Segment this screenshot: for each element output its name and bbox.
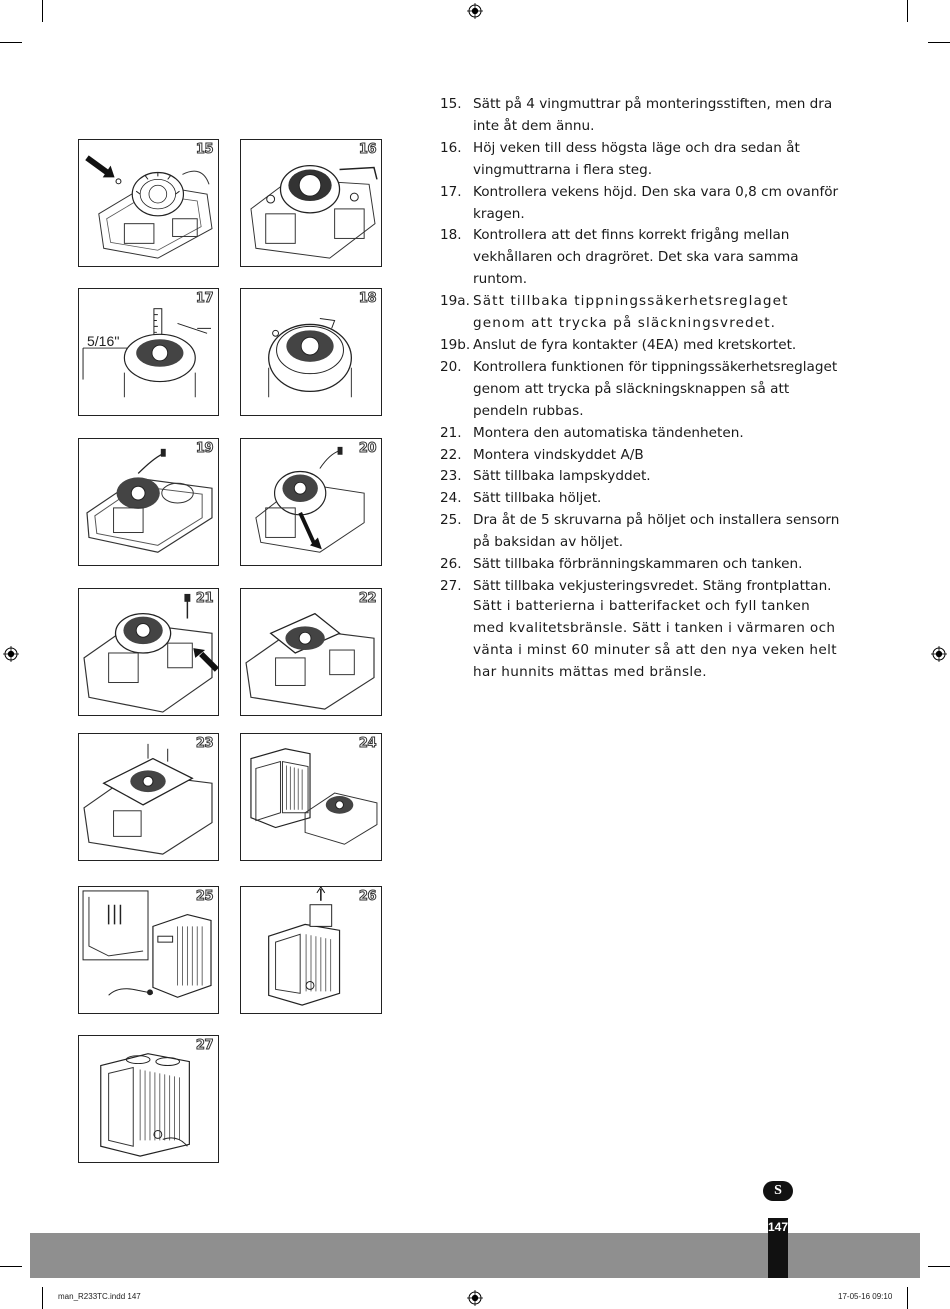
step-text: Sätt tillbaka förbränningskammaren och tanken.: [473, 556, 803, 573]
figure-17: [78, 288, 219, 416]
figure-number: 26: [358, 889, 376, 904]
crop-mark: [928, 42, 950, 43]
figure-number: 18: [358, 291, 376, 306]
figure-27: [78, 1035, 219, 1163]
step-text: Anslut de fyra kontakter (4EA) med kretskortet.: [473, 336, 797, 353]
figure-18: [240, 288, 382, 416]
step-27: [440, 576, 840, 598]
step-15: [440, 94, 840, 138]
step-text: Sätt på 4 vingmuttrar på monteringsstiften, men dra inte åt dem ännu.: [473, 96, 833, 134]
figure-number: 15: [195, 142, 213, 157]
figure-26: [240, 886, 382, 1014]
measurement-label: 5/16'': [87, 333, 120, 349]
file-slug: man_R233TC.indd 147: [58, 1292, 141, 1301]
battery-fuel-paragraph: Sätt i batterierna i batterifacket och fyll tanken med kvalitetsbränsle. Sätt i tanken i värmaren och vänta i minst 60 minuter så att den nya veken helt har hunnits mättas med bränsle.: [473, 598, 837, 680]
ignition-unit-illustration: [79, 589, 218, 715]
wick-adjustment-illustration: [241, 140, 381, 266]
step-text: Montera den automatiska tändenheten.: [473, 424, 744, 441]
figure-number: 19: [195, 441, 213, 456]
figure-23: [78, 733, 219, 861]
figure-number: 22: [358, 591, 376, 606]
step-text: Sätt tillbaka tippningssäkerhetsreglaget genom att trycka på släckningsvredet.: [473, 293, 789, 332]
figure-number: 17: [195, 291, 213, 306]
step-23: [440, 466, 840, 488]
step-number: 27.: [440, 577, 462, 594]
step-19a: [440, 291, 840, 335]
wick-height-measurement-illustration: [79, 289, 218, 415]
registration-mark-icon: [931, 646, 947, 662]
step-22: [440, 445, 840, 467]
burner-assembly-illustration: [79, 140, 218, 266]
step-number: 23.: [440, 468, 462, 485]
step-19b: [440, 335, 840, 357]
crop-mark: [42, 1287, 43, 1309]
language-badge: S: [763, 1181, 793, 1201]
tank-installation-illustration: [241, 887, 381, 1013]
step-18: [440, 225, 840, 291]
figure-number: 23: [195, 736, 213, 751]
step-number: 19a.: [440, 293, 470, 310]
figure-22: [240, 588, 382, 716]
step-24: [440, 488, 840, 510]
step-20: [440, 357, 840, 423]
step-number: 17.: [440, 183, 462, 200]
step-text: Sätt tillbaka vekjusteringsvredet. Stäng frontplattan.: [473, 577, 832, 594]
step-number: 15.: [440, 96, 462, 112]
figure-20: [240, 438, 382, 566]
registration-mark-icon: [3, 646, 19, 662]
step-number: 25.: [440, 512, 462, 529]
figure-number: 25: [195, 889, 213, 904]
housing-screws-illustration: [79, 887, 218, 1013]
figure-number: 27: [195, 1038, 213, 1053]
figure-15: [78, 139, 219, 267]
figure-19: [78, 438, 219, 566]
step-number: 18.: [440, 227, 462, 244]
wind-shield-illustration: [241, 589, 381, 715]
step-26: [440, 554, 840, 576]
figure-24: [240, 733, 382, 861]
figure-number: 24: [358, 736, 376, 751]
crop-mark: [0, 1266, 22, 1267]
figure-21: [78, 588, 219, 716]
step-text: Montera vindskyddet A/B: [473, 446, 644, 463]
step-number: 21.: [440, 424, 462, 441]
step-text: Kontrollera funktionen för tippningssäkerhetsreglaget genom att trycka på släckningsknappen så att pendeln rubbas.: [473, 358, 838, 419]
assembly-steps-list: [440, 94, 840, 598]
step-number: 22.: [440, 446, 462, 463]
step-number: 24.: [440, 490, 462, 507]
front-panel-illustration: [79, 1036, 218, 1162]
step-number: 19b.: [440, 336, 471, 353]
step-21: [440, 423, 840, 445]
registration-mark-icon: [467, 1290, 483, 1306]
clearance-check-illustration: [241, 289, 381, 415]
step-text: Dra åt de 5 skruvarna på höljet och installera sensorn på baksidan av höljet.: [473, 512, 840, 551]
step-25: [440, 510, 840, 554]
figure-number: 20: [358, 441, 376, 456]
tip-over-switch-illustration: [79, 439, 218, 565]
crop-mark: [0, 42, 22, 43]
step-text: Höj veken till dess högsta läge och dra sedan åt vingmuttrarna i flera steg.: [473, 139, 800, 178]
figure-number: 21: [195, 591, 213, 606]
step-number: 20.: [440, 358, 462, 375]
lamp-cover-illustration: [79, 734, 218, 860]
crop-mark: [42, 0, 43, 22]
step-text: Kontrollera vekens höjd. Den ska vara 0,8 cm ovanför kragen.: [473, 183, 839, 222]
step-text: Sätt tillbaka höljet.: [473, 490, 602, 507]
crop-mark: [907, 0, 908, 22]
step-number: 16.: [440, 139, 462, 156]
step-text: Kontrollera att det finns korrekt frigång mellan vekhållaren och dragröret. Det ska vara samma runtom.: [473, 227, 799, 288]
crop-mark: [928, 1266, 950, 1267]
step-text: Sätt tillbaka lampskyddet.: [473, 468, 651, 485]
figure-25: [78, 886, 219, 1014]
date-slug: 17-05-16 09:10: [838, 1292, 893, 1301]
step-17: [440, 182, 840, 226]
registration-mark-icon: [467, 3, 483, 19]
heater-housing-illustration: [241, 734, 381, 860]
figure-16: [240, 139, 382, 267]
step-number: 26.: [440, 556, 462, 573]
page-number: 147: [768, 1218, 788, 1278]
step-16: [440, 138, 840, 182]
crop-mark: [907, 1287, 908, 1309]
function-check-illustration: [241, 439, 381, 565]
figure-number: 16: [358, 142, 376, 157]
